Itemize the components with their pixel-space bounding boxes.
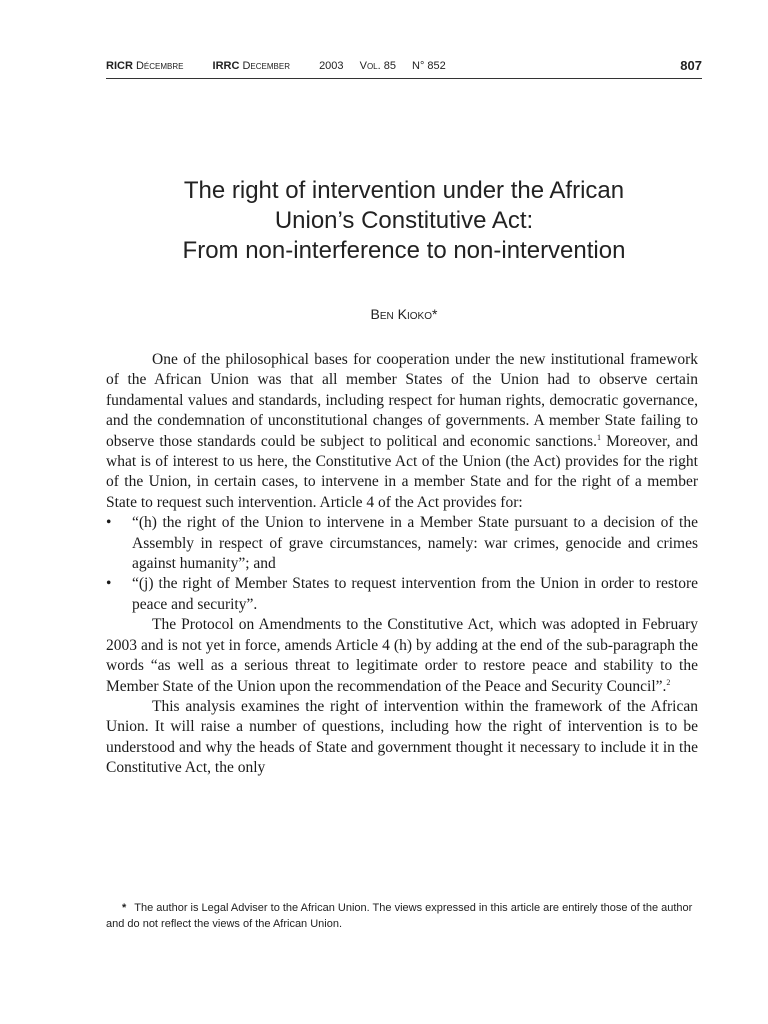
paragraph-4: This analysis examines the right of intervention within the framework of the African Union. It will raise a number of questions, including how the right of intervention is to be understood and why the heads of State and government thought it necessary to include it in the Constitutive Act, the only — [106, 697, 698, 777]
footnote-text: The author is Legal Adviser to the African Union. The views expressed in this article are entirely those of the author and do not reflect the views of the African Union. — [106, 902, 693, 930]
article-title — [106, 176, 702, 266]
running-header — [106, 58, 702, 79]
bullet-icon: • — [106, 514, 112, 532]
list-item: • “(j) the right of Member States to request intervention from the Union in order to restore peace and security”. — [106, 575, 698, 613]
footnote — [106, 900, 702, 932]
footnote-marker: * — [122, 902, 127, 914]
journal-info — [106, 60, 459, 72]
author-name: Ben Kioko* — [370, 306, 438, 322]
page-number: 807 — [680, 58, 702, 73]
article-body — [106, 350, 698, 779]
title-line-1: The right of intervention under the African — [183, 177, 625, 204]
issue-number: N° 852 — [412, 60, 446, 72]
paragraph-2: Moreover, and what is of interest to us here, the Constitutive Act of the Union (the Act) provides for the right of the Union, in certain cases, to intervene in a member State and for the right of a member State to request such intervention. Article 4 of the Act provides for: — [106, 432, 699, 511]
paragraph-1: One of the philosophical bases for cooperation under the new institutional framework of the African Union was that all member States of the Union had to observe certain fundamental values and standards, including respect for human rights, democratic governance, and the condemnation of unconstitutional changes of governments. A member State failing to observe those standards could be subject to political and economic sanctions.$^1$ Moreover, and what is of interest to us here, the Constitutive Act of the Union (the Act) provides for the right of the Union, in certain cases, to intervene in a member State and for the right of a member State to request such intervention. Article 4 of the Act provides for: — [106, 351, 699, 511]
article-4-list — [106, 513, 698, 615]
title-line-2: Union’s Constitutive Act: — [274, 207, 534, 234]
title-line-3: From non-interference to non-intervention — [182, 237, 626, 264]
list-item: • “(h) the right of the Union to intervene in a Member State pursuant to a decision of the Assembly in respect of grave circumstances, namely: war crimes, genocide and crimes against humanity”; and — [106, 514, 698, 573]
volume: Vol. 85 — [359, 60, 396, 72]
footnote-ref-2: 2 — [666, 677, 671, 687]
year: 2003 — [319, 60, 344, 72]
journal-fr: RICR Décembre — [106, 60, 184, 72]
bullet-icon: • — [106, 575, 112, 593]
footnote-ref-1: 1 — [596, 432, 601, 442]
paragraph-3: The Protocol on Amendments to the Constitutive Act, which was adopted in February 2003 and is not yet in force, amends Article 4 (h) by adding at the end of the sub-paragraph the words “as well as a serious threat to legitimate order to restore peace and stability to the Member State of the Union upon the recommendation of the Peace and Security Council”.$^2$ — [106, 616, 698, 695]
journal-en: IRRC December — [212, 60, 290, 72]
